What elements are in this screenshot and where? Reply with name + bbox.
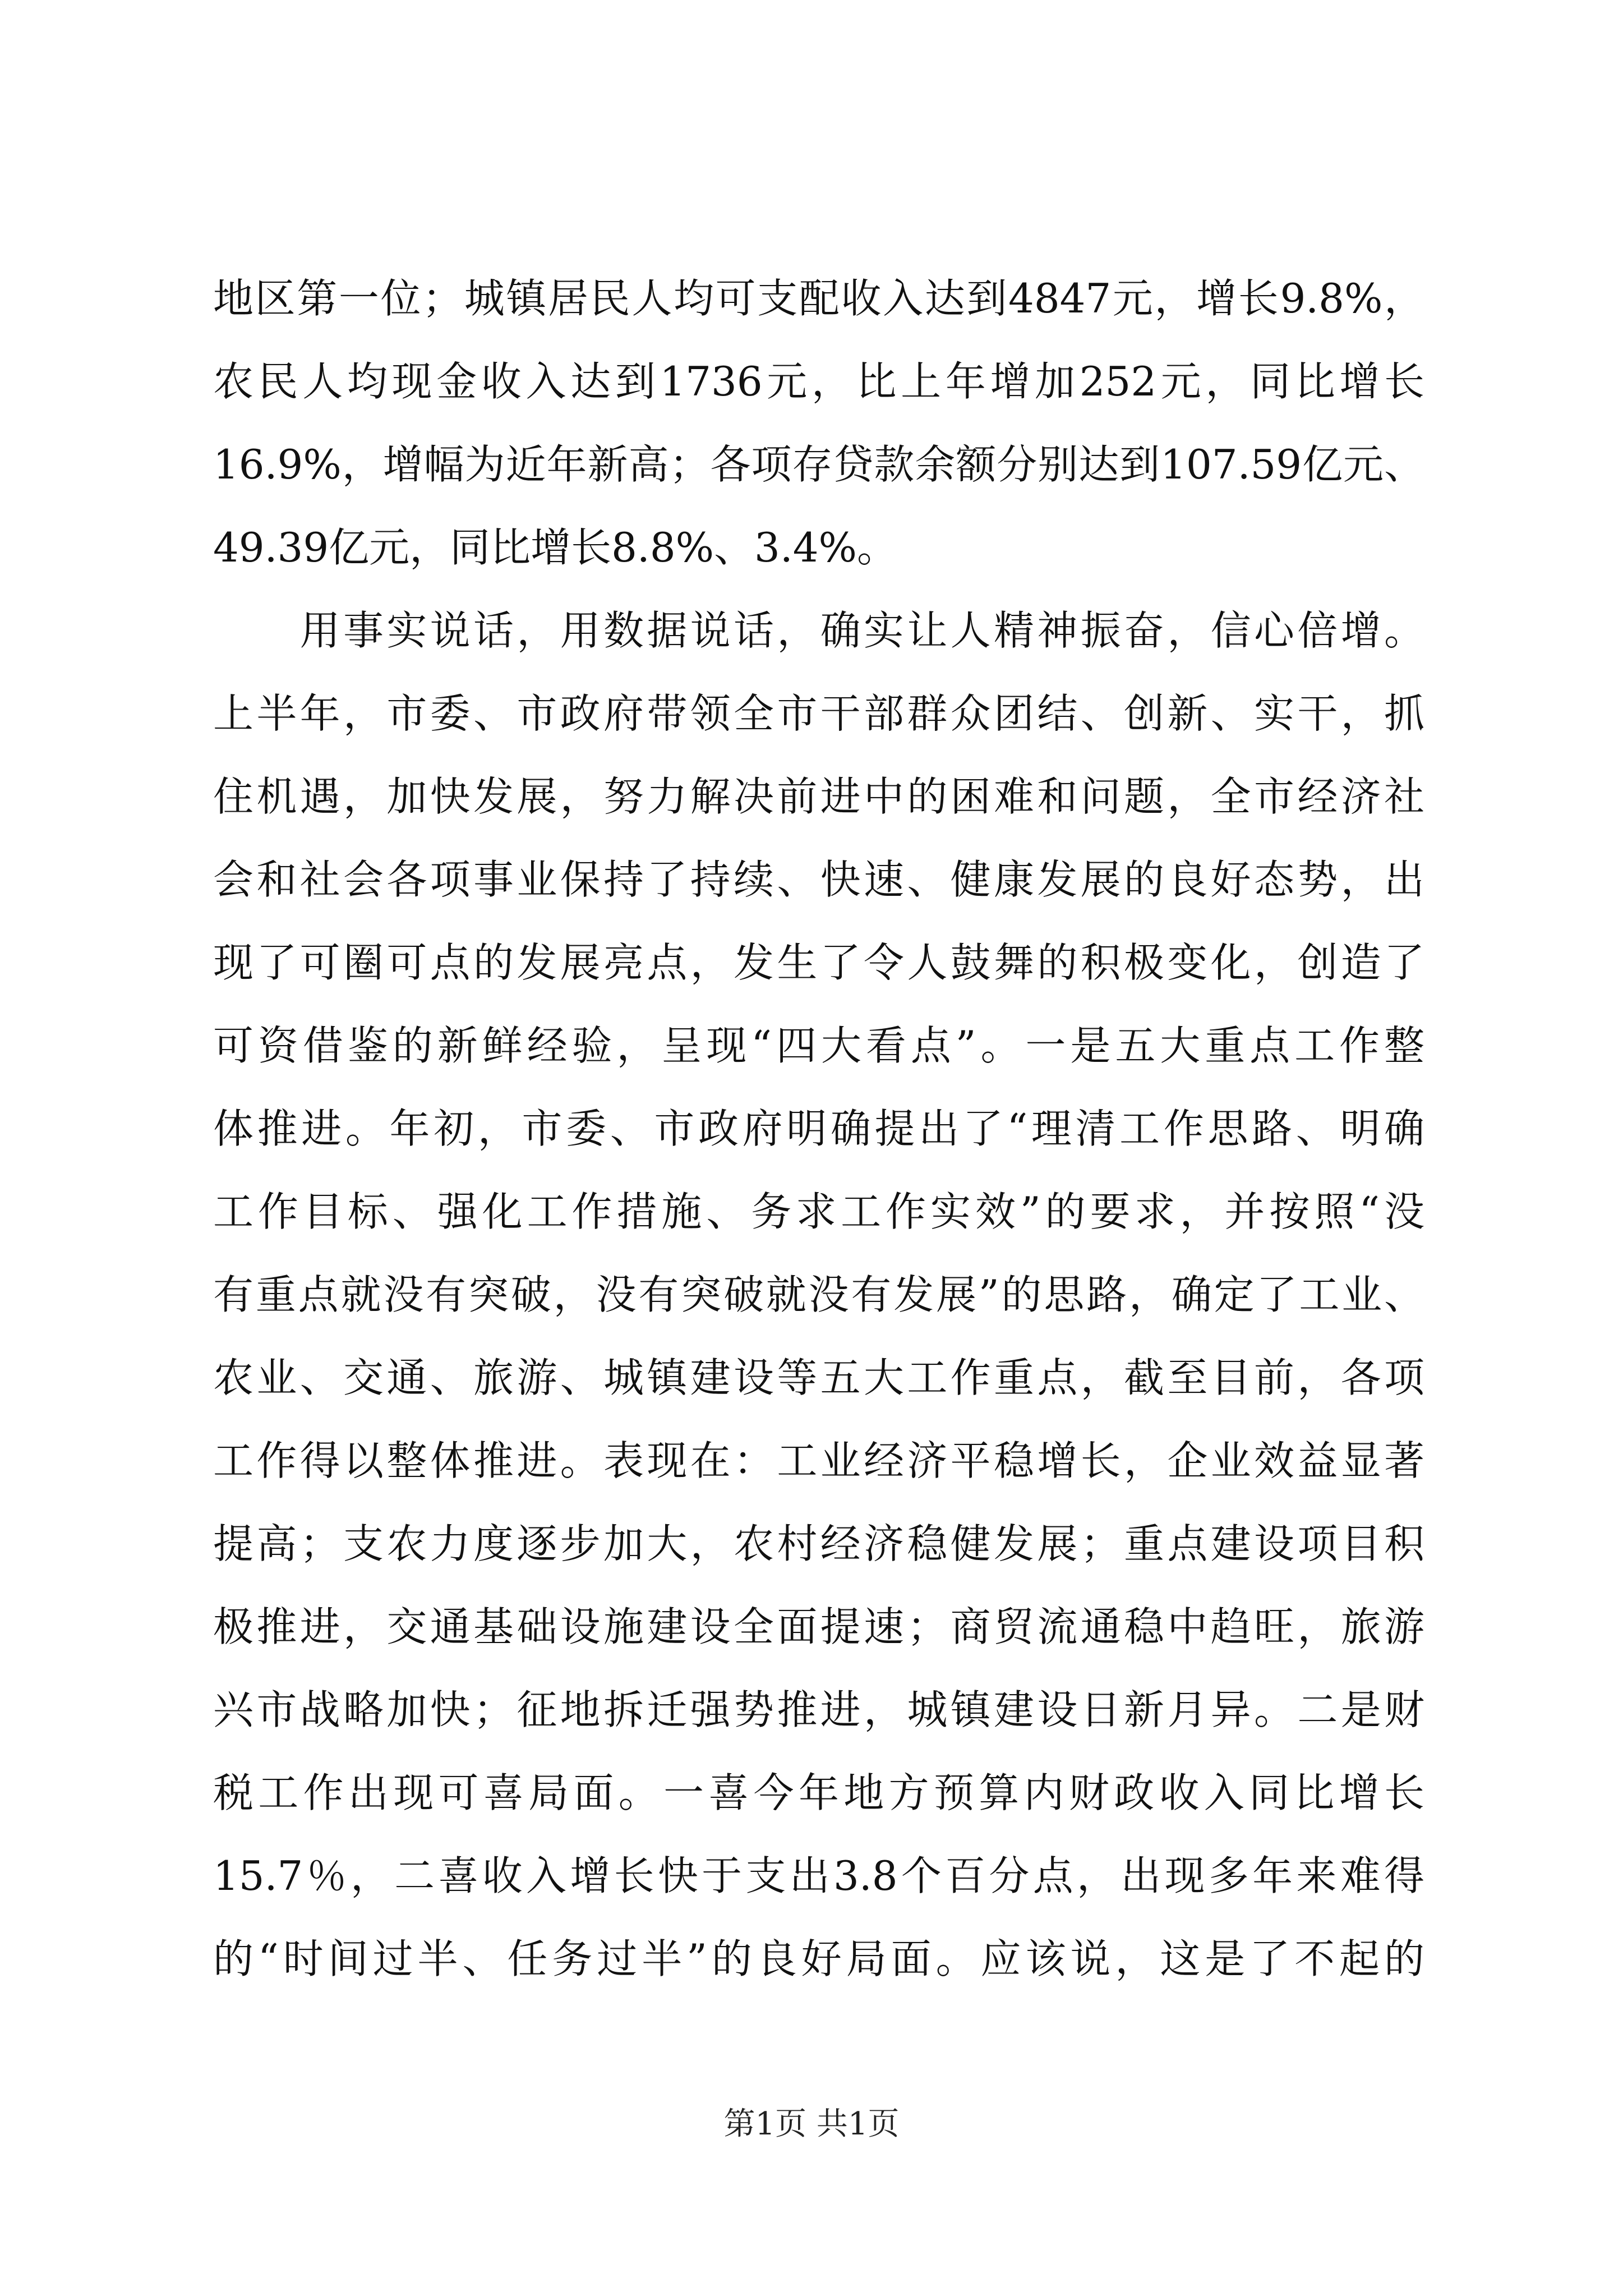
text-line: 住机遇，加快发展，努力解决前进中的困难和问题，全市经济社 — [213, 773, 1424, 820]
text-line: 15.7％，二喜收入增长快于支出3.8个百分点，出现多年来难得 — [213, 1852, 1424, 1899]
text-line: 49.39亿元，同比增长8.8%、3.4%。 — [213, 524, 897, 571]
page-footer — [0, 2105, 1623, 2144]
text-line: 会和社会各项事业保持了持续、快速、健康发展的良好态势，出 — [213, 856, 1424, 903]
text-line: 农业、交通、旅游、城镇建设等五大工作重点，截至目前，各项 — [213, 1354, 1424, 1401]
text-line: 的“时间过半、任务过半”的良好局面。应该说，这是了不起的 — [213, 1935, 1424, 1982]
text-line: 地区第一位；城镇居民人均可支配收入达到4847元，增长9.8%， — [213, 275, 1424, 322]
text-line: 可资借鉴的新鲜经验，呈现“四大看点”。一是五大重点工作整 — [213, 1022, 1424, 1069]
text-line: 工作得以整体推进。表现在：工业经济平稳增长，企业效益显著 — [213, 1437, 1424, 1484]
text-line: 农民人均现金收入达到1736元，比上年增加252元，同比增长 — [213, 358, 1424, 405]
text-line: 极推进，交通基础设施建设全面提速；商贸流通稳中趋旺，旅游 — [213, 1603, 1424, 1650]
text-line: 上半年，市委、市政府带领全市干部群众团结、创新、实干，抓 — [213, 690, 1424, 737]
text-line: 税工作出现可喜局面。一喜今年地方预算内财政收入同比增长 — [213, 1769, 1424, 1816]
text-line: 用事实说话，用数据说话，确实让人精神振奋，信心倍增。 — [213, 607, 1424, 654]
text-line: 有重点就没有突破，没有突破就没有发展”的思路，确定了工业、 — [213, 1271, 1424, 1318]
text-line: 现了可圈可点的发展亮点，发生了令人鼓舞的积极变化，创造了 — [213, 939, 1424, 986]
page-number-label: 第1页 共1页 — [723, 2106, 900, 2142]
text-line: 提高；支农力度逐步加大，农村经济稳健发展；重点建设项目积 — [213, 1520, 1424, 1567]
text-line: 工作目标、强化工作措施、务求工作实效”的要求，并按照“没 — [213, 1188, 1424, 1235]
text-line: 体推进。年初，市委、市政府明确提出了“理清工作思路、明确 — [213, 1105, 1424, 1152]
body-text — [213, 257, 1424, 2000]
text-line: 16.9%，增幅为近年新高；各项存贷款余额分别达到107.59亿元、 — [213, 441, 1424, 488]
text-line: 兴市战略加快；征地拆迁强势推进，城镇建设日新月异。二是财 — [213, 1686, 1424, 1733]
